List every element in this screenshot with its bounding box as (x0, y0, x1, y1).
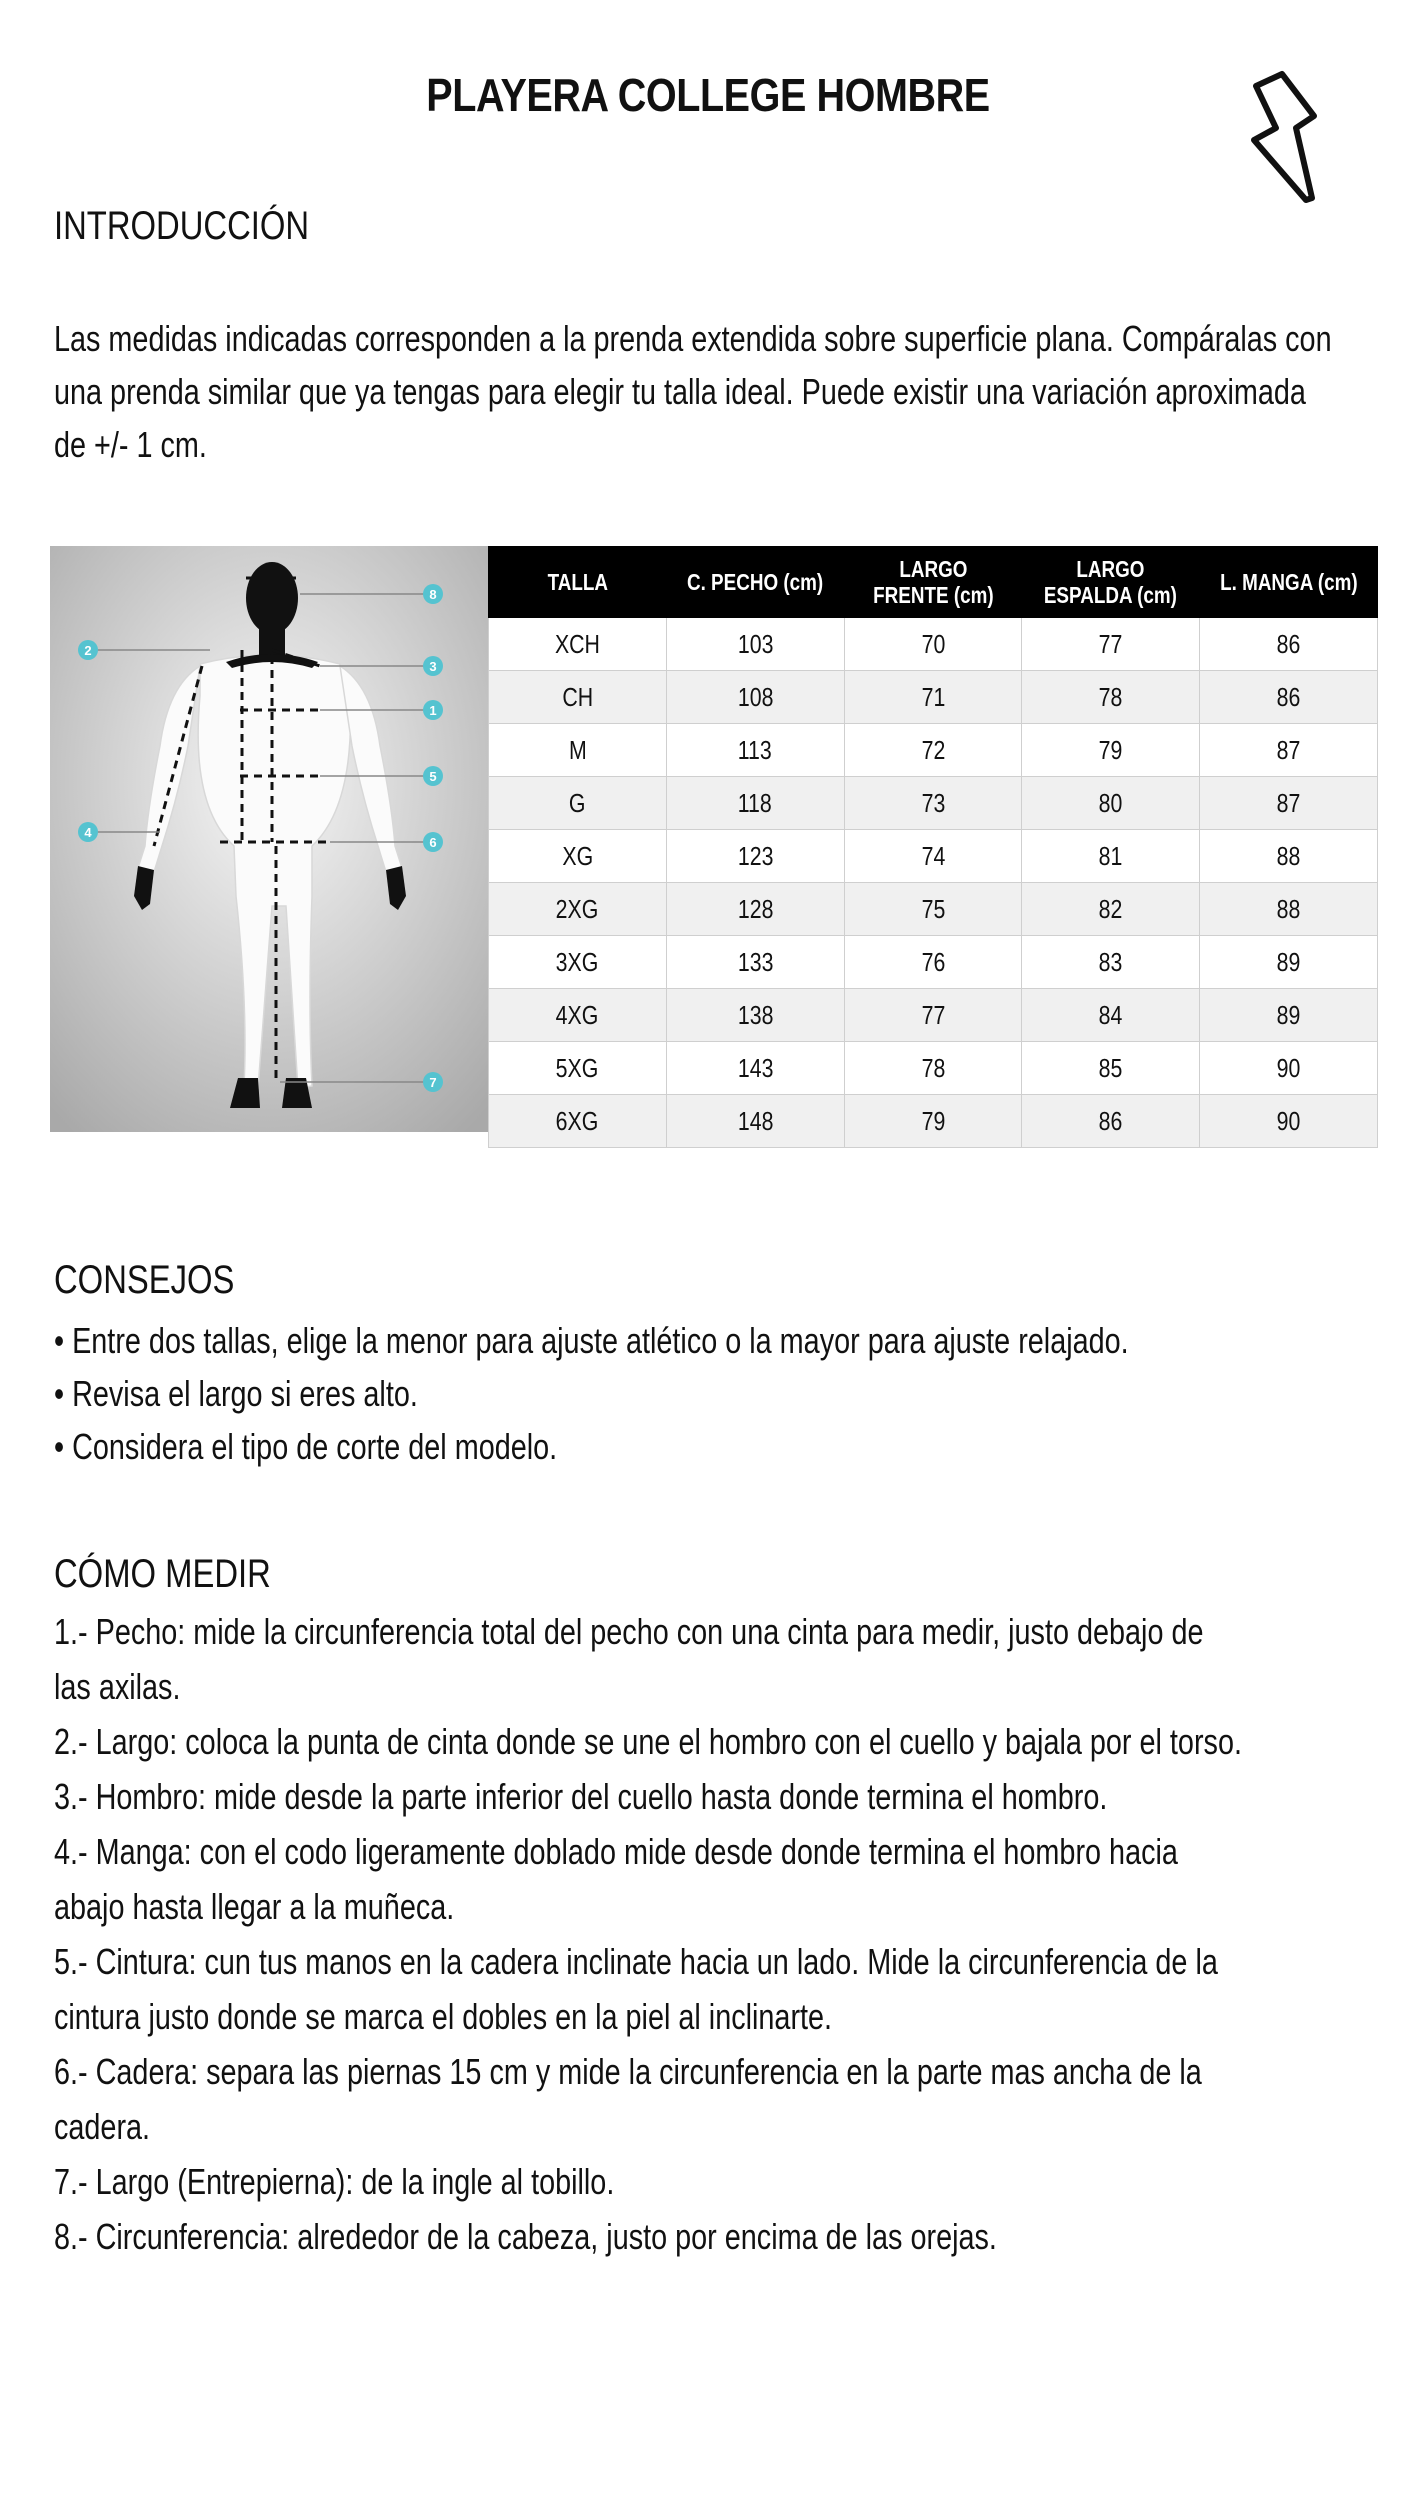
cell-talla: CH (489, 671, 667, 724)
cell-largo-frente: 79 (844, 1095, 1022, 1148)
page-title: PLAYERA COLLEGE HOMBRE (426, 69, 990, 121)
cell-manga: 90 (1200, 1042, 1378, 1095)
table-row (489, 989, 1378, 1042)
tip-item: • Considera el tipo de corte del modelo. (54, 1426, 558, 1467)
body-measurement-diagram (50, 546, 488, 1132)
cell-largo-espalda: 85 (1022, 1042, 1200, 1095)
cell-largo-frente: 72 (844, 724, 1022, 777)
marker-label: 3 (429, 659, 437, 674)
cell-talla: 3XG (489, 936, 667, 989)
table-row (489, 724, 1378, 777)
cell-pecho: 103 (666, 618, 844, 671)
cell-largo-frente: 78 (844, 1042, 1022, 1095)
cell-largo-frente: 70 (844, 618, 1022, 671)
column-header-pecho: C. PECHO (cm) (666, 547, 844, 618)
cell-pecho: 108 (666, 671, 844, 724)
marker-label: 8 (429, 587, 437, 602)
measure-line: 1.- Pecho: mide la circunferencia total del pecho con una cinta para medir, justo debajo de (54, 1611, 1204, 1652)
cell-manga: 86 (1200, 671, 1378, 724)
measure-line: 6.- Cadera: separa las piernas 15 cm y mide la circunferencia en la parte mas ancha de la (54, 2051, 1202, 2092)
cell-talla: 6XG (489, 1095, 667, 1148)
cell-manga: 90 (1200, 1095, 1378, 1148)
cell-largo-frente: 76 (844, 936, 1022, 989)
cell-manga: 88 (1200, 830, 1378, 883)
cell-pecho: 133 (666, 936, 844, 989)
cell-talla: M (489, 724, 667, 777)
cell-pecho: 148 (666, 1095, 844, 1148)
cell-pecho: 138 (666, 989, 844, 1042)
cell-talla: XG (489, 830, 667, 883)
cell-talla: XCH (489, 618, 667, 671)
measure-line: abajo hasta llegar a la muñeca. (54, 1886, 455, 1927)
table-row (489, 618, 1378, 671)
measure-line: 5.- Cintura: cun tus manos en la cadera inclinate hacia un lado. Mide la circunferencia de la (54, 1941, 1218, 1982)
table-row (489, 830, 1378, 883)
intro-line: una prenda similar que ya tengas para elegir tu talla ideal. Puede existir una variación aproximada (54, 371, 1306, 412)
table-row (489, 671, 1378, 724)
cell-largo-espalda: 82 (1022, 883, 1200, 936)
measure-line: 2.- Largo: coloca la punta de cinta donde se une el hombro con el cuello y bajala por el torso. (54, 1721, 1242, 1762)
measure-line: 3.- Hombro: mide desde la parte inferior del cuello hasta donde termina el hombro. (54, 1776, 1108, 1817)
cell-manga: 88 (1200, 883, 1378, 936)
table-header-row (489, 547, 1378, 618)
tips-list (54, 1314, 1382, 1473)
marker-label: 4 (84, 825, 92, 840)
table-row (489, 777, 1378, 830)
table-row (489, 1042, 1378, 1095)
cell-pecho: 113 (666, 724, 844, 777)
marker-label: 7 (429, 1075, 437, 1090)
cell-talla: 2XG (489, 883, 667, 936)
marker-label: 1 (429, 703, 437, 718)
cell-largo-espalda: 83 (1022, 936, 1200, 989)
column-header-talla: TALLA (489, 547, 667, 618)
measure-line: 4.- Manga: con el codo ligeramente doblado mide desde donde termina el hombro hacia (54, 1831, 1178, 1872)
cell-largo-frente: 73 (844, 777, 1022, 830)
intro-line: de +/- 1 cm. (54, 424, 207, 465)
cell-largo-frente: 77 (844, 989, 1022, 1042)
column-header-largo-frente: LARGO FRENTE (cm) (844, 547, 1022, 618)
size-table (488, 546, 1378, 1148)
tip-item: • Entre dos tallas, elige la menor para ajuste atlético o la mayor para ajuste relajado. (54, 1320, 1129, 1361)
cell-largo-espalda: 77 (1022, 618, 1200, 671)
measure-line: cintura justo donde se marca el dobles en la piel al inclinarte. (54, 1996, 833, 2037)
intro-heading: INTRODUCCIÓN (54, 204, 310, 248)
cell-largo-espalda: 86 (1022, 1095, 1200, 1148)
cell-talla: 4XG (489, 989, 667, 1042)
measure-line: cadera. (54, 2106, 151, 2147)
cell-largo-espalda: 80 (1022, 777, 1200, 830)
intro-text (54, 312, 1382, 471)
lightning-bolt-icon (1248, 70, 1320, 206)
cell-manga: 89 (1200, 989, 1378, 1042)
tips-heading: CONSEJOS (54, 1258, 235, 1302)
how-to-measure-heading: CÓMO MEDIR (54, 1552, 271, 1596)
measure-line: 7.- Largo (Entrepierna): de la ingle al tobillo. (54, 2161, 615, 2202)
cell-talla: G (489, 777, 667, 830)
how-to-measure-list (54, 1604, 1382, 2264)
marker-label: 6 (429, 835, 437, 850)
cell-largo-frente: 75 (844, 883, 1022, 936)
column-header-manga: L. MANGA (cm) (1200, 547, 1378, 618)
cell-pecho: 128 (666, 883, 844, 936)
cell-manga: 87 (1200, 777, 1378, 830)
cell-pecho: 123 (666, 830, 844, 883)
marker-label: 5 (429, 769, 437, 784)
marker-label: 2 (84, 643, 92, 658)
tip-item: • Revisa el largo si eres alto. (54, 1373, 418, 1414)
cell-pecho: 143 (666, 1042, 844, 1095)
cell-talla: 5XG (489, 1042, 667, 1095)
cell-manga: 89 (1200, 936, 1378, 989)
column-header-largo-espalda: LARGO ESPALDA (cm) (1022, 547, 1200, 618)
table-row (489, 936, 1378, 989)
cell-manga: 87 (1200, 724, 1378, 777)
intro-line: Las medidas indicadas corresponden a la prenda extendida sobre superficie plana. Compáralas con (54, 318, 1332, 359)
cell-pecho: 118 (666, 777, 844, 830)
cell-largo-frente: 74 (844, 830, 1022, 883)
cell-largo-espalda: 78 (1022, 671, 1200, 724)
table-row (489, 1095, 1378, 1148)
cell-largo-espalda: 79 (1022, 724, 1200, 777)
cell-manga: 86 (1200, 618, 1378, 671)
measure-line: 8.- Circunferencia: alrededor de la cabeza, justo por encima de las orejas. (54, 2216, 997, 2257)
cell-largo-espalda: 81 (1022, 830, 1200, 883)
measure-line: las axilas. (54, 1666, 181, 1707)
cell-largo-frente: 71 (844, 671, 1022, 724)
cell-largo-espalda: 84 (1022, 989, 1200, 1042)
table-row (489, 883, 1378, 936)
